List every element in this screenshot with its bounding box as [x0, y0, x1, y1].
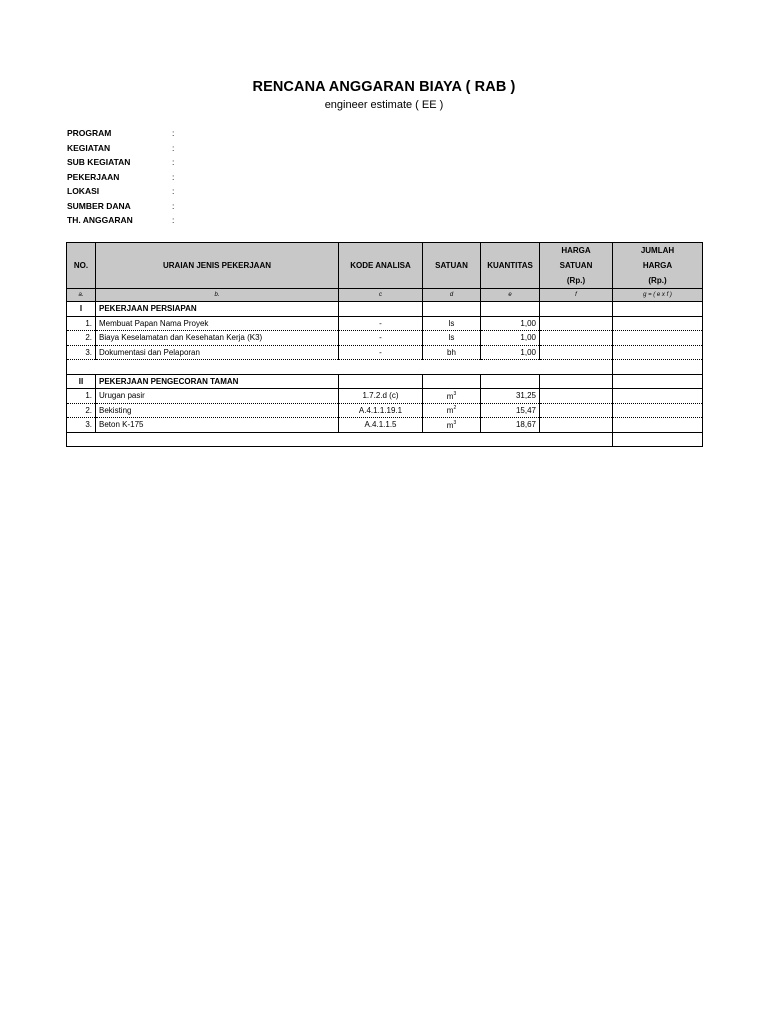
info-label: LOKASI: [67, 186, 100, 196]
letter-c: c: [339, 289, 423, 302]
item-jumlah-harga: [613, 389, 703, 404]
table-row: [67, 316, 703, 331]
item-satuan-unit: m: [446, 420, 454, 430]
section-number: I: [67, 302, 96, 317]
item-jumlah-harga: [613, 316, 703, 331]
item-harga-satuan: [540, 418, 613, 433]
item-satuan-exponent: 3: [453, 390, 457, 397]
item-description: Biaya Keselamatan dan Kesehatan Kerja (K3): [96, 331, 339, 346]
empty-cell: [613, 302, 703, 317]
info-row: [67, 184, 367, 199]
item-description: Membuat Papan Nama Proyek: [96, 316, 339, 331]
info-label: PEKERJAAN: [67, 171, 120, 182]
empty-cell: [540, 374, 613, 389]
info-colon: :: [172, 128, 175, 138]
table-row: [67, 389, 703, 404]
item-satuan-unit: m: [446, 391, 454, 401]
table-row: [67, 403, 703, 418]
item-satuan-unit: ls: [448, 333, 455, 343]
letter-g: g = ( e x f ): [613, 289, 703, 302]
item-satuan: [423, 331, 481, 346]
page-title: RENCANA ANGGARAN BIAYA ( RAB ): [252, 79, 516, 95]
item-kode-analisa: -: [339, 345, 423, 360]
header-jumlah-harga-line1: JUMLAH: [640, 246, 675, 255]
empty-cell: [339, 374, 423, 389]
letter-e: e: [481, 289, 540, 302]
blank-row: [67, 432, 703, 447]
item-satuan: [423, 418, 481, 433]
page-subtitle: engineer estimate ( EE ): [324, 99, 444, 111]
item-satuan-unit: bh: [447, 347, 456, 357]
item-harga-satuan: [540, 316, 613, 331]
info-label: TH. ANGGARAN: [67, 215, 133, 225]
section-title: PEKERJAAN PERSIAPAN: [96, 302, 339, 317]
empty-cell: [67, 360, 613, 375]
item-satuan: [423, 389, 481, 404]
table-row: [67, 331, 703, 346]
header-harga-satuan: [540, 243, 613, 289]
rab-table: [66, 242, 703, 447]
info-label: SUMBER DANA: [67, 200, 131, 211]
item-number: 1.: [67, 389, 96, 404]
empty-cell: [613, 432, 703, 447]
info-label: KEGIATAN: [67, 142, 111, 153]
header-harga-satuan-line2: SATUAN: [559, 261, 593, 270]
item-kuantitas: 1,00: [481, 331, 540, 346]
item-satuan-unit: ls: [448, 318, 455, 328]
item-number: 2.: [67, 403, 96, 418]
section-row: [67, 302, 703, 317]
item-satuan-exponent: 2: [453, 405, 457, 412]
item-harga-satuan: [540, 403, 613, 418]
header-kuantitas: KUANTITAS: [481, 243, 540, 289]
info-colon: :: [172, 215, 175, 225]
item-number: 3.: [67, 345, 96, 360]
info-colon: :: [172, 186, 175, 196]
section-row: [67, 374, 703, 389]
item-kuantitas: 1,00: [481, 345, 540, 360]
letter-b: b.: [96, 289, 339, 302]
item-harga-satuan: [540, 331, 613, 346]
item-jumlah-harga: [613, 345, 703, 360]
item-kode-analisa: -: [339, 316, 423, 331]
info-label: PROGRAM: [67, 128, 112, 138]
item-kode-analisa: 1.7.2.d (c): [339, 389, 423, 404]
header-satuan: SATUAN: [423, 243, 481, 289]
header-jumlah-harga-line2: HARGA: [642, 261, 673, 270]
empty-cell: [481, 374, 540, 389]
letter-d: d: [423, 289, 481, 302]
column-letter-row: [67, 289, 703, 302]
project-info: [67, 126, 367, 228]
item-number: 1.: [67, 316, 96, 331]
item-kode-analisa: A.4.1.1.19.1: [339, 403, 423, 418]
item-description: Bekisting: [96, 403, 339, 418]
info-colon: :: [172, 171, 175, 182]
info-row: [67, 199, 367, 214]
item-jumlah-harga: [613, 418, 703, 433]
item-description: Beton K-175: [96, 418, 339, 433]
empty-cell: [481, 302, 540, 317]
empty-cell: [339, 302, 423, 317]
info-colon: :: [172, 200, 175, 211]
section-number: II: [67, 374, 96, 389]
header-jumlah-harga: [613, 243, 703, 289]
item-jumlah-harga: [613, 403, 703, 418]
item-description: Dokumentasi dan Pelaporan: [96, 345, 339, 360]
info-label: SUB KEGIATAN: [67, 157, 131, 167]
table-row: [67, 345, 703, 360]
letter-f: f: [540, 289, 613, 302]
item-kuantitas: 18,67: [481, 418, 540, 433]
header-no: NO.: [67, 243, 96, 289]
empty-cell: [423, 374, 481, 389]
item-number: 3.: [67, 418, 96, 433]
item-satuan-exponent: 3: [453, 419, 457, 426]
item-satuan-unit: m: [446, 406, 454, 416]
item-kuantitas: 1,00: [481, 316, 540, 331]
item-satuan: [423, 316, 481, 331]
info-colon: :: [172, 142, 175, 153]
info-row: [67, 170, 367, 185]
item-kode-analisa: -: [339, 331, 423, 346]
header-harga-satuan-line1: HARGA: [561, 246, 591, 255]
header-uraian: URAIAN JENIS PEKERJAAN: [96, 243, 339, 289]
item-jumlah-harga: [613, 331, 703, 346]
item-satuan: [423, 403, 481, 418]
section-title: PEKERJAAN PENGECORAN TAMAN: [96, 374, 339, 389]
header-harga-satuan-line3: (Rp.): [566, 276, 586, 285]
item-number: 2.: [67, 331, 96, 346]
info-row: [67, 213, 367, 228]
empty-cell: [540, 302, 613, 317]
info-colon: :: [172, 157, 175, 167]
item-kuantitas: 15,47: [481, 403, 540, 418]
item-satuan: [423, 345, 481, 360]
blank-row: [67, 360, 703, 375]
empty-cell: [67, 432, 613, 447]
empty-cell: [423, 302, 481, 317]
empty-cell: [613, 360, 703, 375]
item-description: Urugan pasir: [96, 389, 339, 404]
info-row: [67, 155, 367, 170]
header-jumlah-harga-line3: (Rp.): [648, 276, 667, 285]
letter-a: a.: [67, 289, 96, 302]
item-kuantitas: 31,25: [481, 389, 540, 404]
info-row: [67, 141, 367, 156]
item-kode-analisa: A.4.1.1.5: [339, 418, 423, 433]
info-row: [67, 126, 367, 141]
empty-cell: [613, 374, 703, 389]
table-row: [67, 418, 703, 433]
item-harga-satuan: [540, 345, 613, 360]
header-kode: KODE ANALISA: [339, 243, 423, 289]
item-harga-satuan: [540, 389, 613, 404]
rab-table-body: [67, 302, 703, 447]
